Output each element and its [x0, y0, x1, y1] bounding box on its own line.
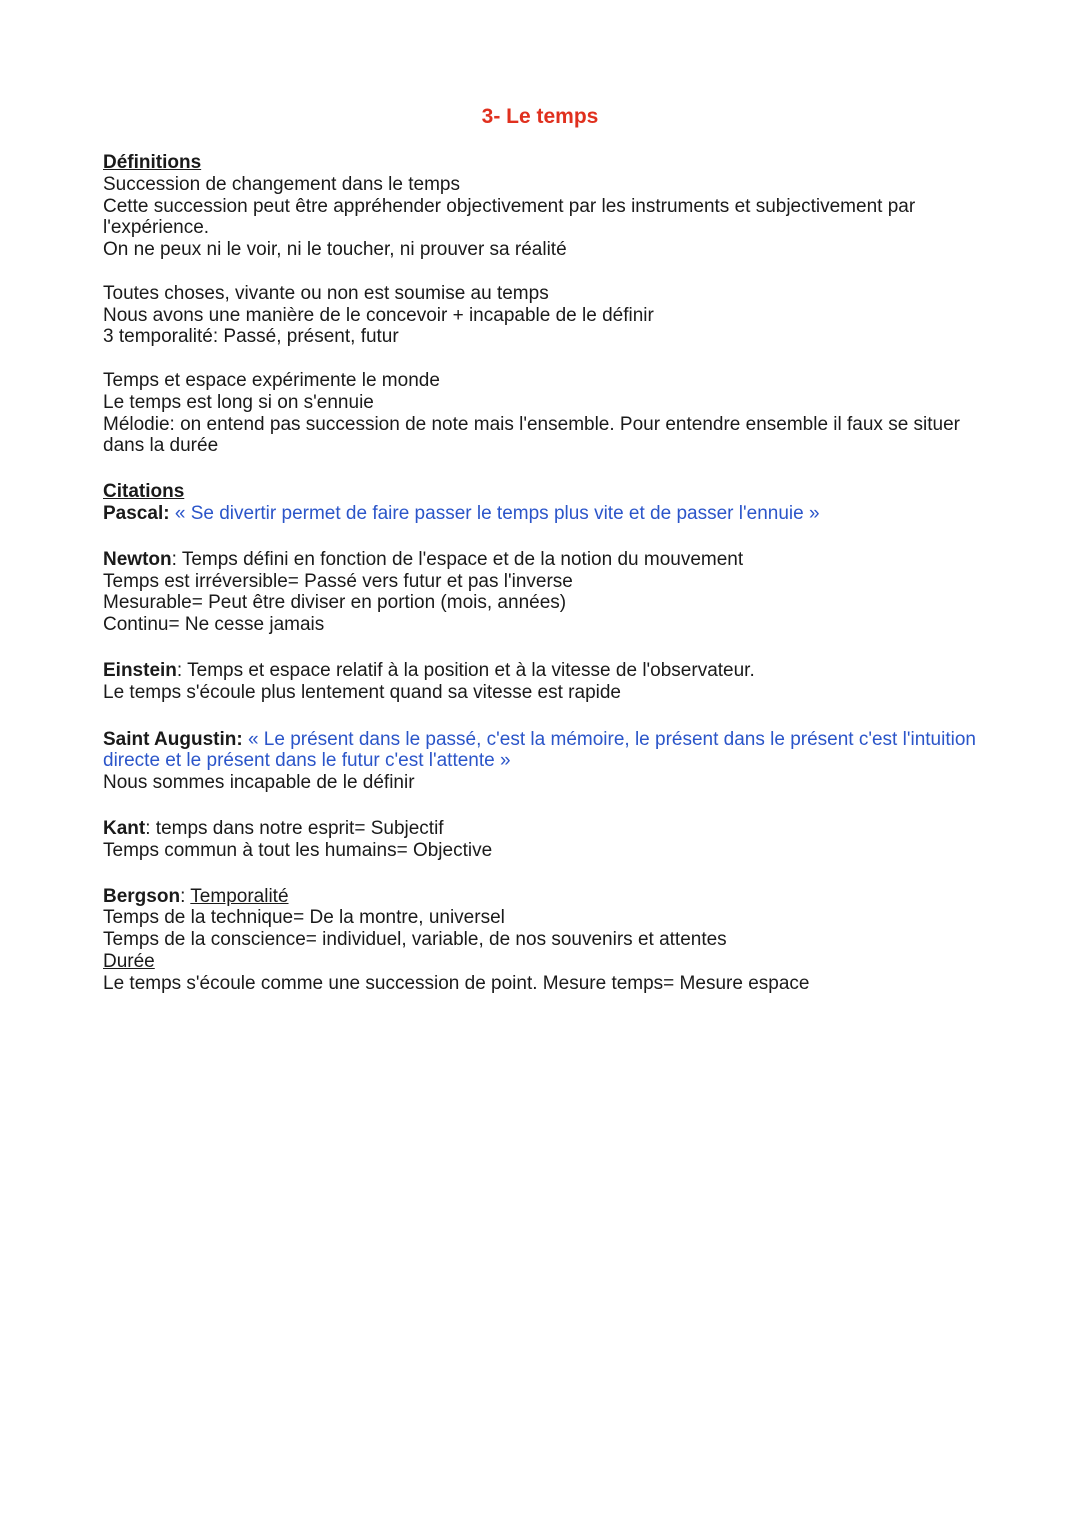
- bergson-subheading-temporalite: Temporalité: [190, 885, 289, 907]
- newton-line: [103, 549, 983, 571]
- augustin-line: [103, 729, 983, 773]
- author-name-bergson: Bergson: [103, 885, 181, 907]
- colon: :: [236, 728, 243, 750]
- definition-line: Succession de changement dans le temps: [103, 173, 460, 195]
- document-body: [103, 152, 983, 1016]
- page-title: 3- Le temps: [481, 105, 599, 128]
- definition-line: Nous avons une manière de le concevoir + incapable de le définir: [103, 304, 654, 326]
- definitions-heading: Définitions: [103, 152, 202, 173]
- definition-line: Toutes choses, vivante ou non est soumise au temps: [103, 282, 549, 304]
- bergson-line: Bergson: Temporalité: [103, 885, 289, 907]
- definition-line: 3 temporalité: Passé, présent, futur: [103, 326, 399, 348]
- bergson-detail-line: Temps de la conscience= individuel, variable, de nos souvenirs et attentes: [103, 929, 727, 951]
- definitions-section: [103, 152, 983, 261]
- augustin-citation: [103, 729, 983, 794]
- bergson-detail-line: Temps de la technique= De la montre, universel: [103, 907, 505, 929]
- definition-line: Mélodie: on entend pas succession de note mais l'ensemble. Pour entendre ensemble il faux se situer dans la durée: [103, 413, 961, 457]
- author-name-augustin: Saint Augustin: [103, 728, 237, 750]
- einstein-line: [103, 660, 983, 682]
- newton-detail-line: Mesurable= Peut être diviser en portion (mois, années): [103, 592, 567, 614]
- definition-line: On ne peux ni le voir, ni le toucher, ni prouver sa réalité: [103, 239, 567, 261]
- bergson-detail-line: Le temps s'écoule comme une succession de point. Mesure temps= Mesure espace: [103, 972, 810, 994]
- kant-detail-line: Temps commun à tout les humains= Objective: [103, 839, 493, 861]
- newton-detail-line: Temps est irréversible= Passé vers futur et pas l'inverse: [103, 570, 573, 592]
- citations-heading: Citations: [103, 481, 185, 503]
- kant-line: [103, 818, 983, 840]
- augustin-quote: « Le présent dans le passé, c'est la mémoire, le présent dans le présent c'est l'intuition directe et le présent dans le futur c'est l'attente »: [103, 728, 976, 772]
- author-name-kant: Kant: [103, 817, 146, 839]
- newton-text: : Temps défini en fonction de l'espace et de la notion du mouvement: [171, 548, 744, 570]
- citations-section: [103, 481, 983, 525]
- einstein-citation: [103, 660, 983, 704]
- kant-citation: [103, 818, 983, 862]
- bergson-subheading-duree: Durée: [103, 950, 155, 972]
- colon: :: [163, 502, 170, 524]
- author-name-pascal: Pascal: [103, 502, 164, 524]
- bergson-citation: [103, 886, 983, 995]
- definitions-paragraph-2: [103, 283, 983, 348]
- einstein-detail-line: Le temps s'écoule plus lentement quand sa vitesse est rapide: [103, 681, 621, 703]
- pascal-quote: « Se divertir permet de faire passer le temps plus vite et de passer l'ennuie »: [174, 502, 820, 524]
- augustin-detail-line: Nous sommes incapable de le définir: [103, 772, 415, 794]
- author-name-einstein: Einstein: [103, 659, 177, 681]
- bergson-duree-line: [103, 951, 983, 973]
- definitions-paragraph-3: [103, 370, 983, 457]
- definition-line: Le temps est long si on s'ennuie: [103, 391, 374, 413]
- author-name-newton: Newton: [103, 548, 172, 570]
- einstein-text: : Temps et espace relatif à la position et à la vitesse de l'observateur.: [176, 659, 755, 681]
- definition-line: Cette succession peut être appréhender objectivement par les instruments et subjectivement par l'expérience.: [103, 195, 916, 239]
- definition-line: Temps et espace expérimente le monde: [103, 369, 440, 391]
- kant-text: : temps dans notre esprit= Subjectif: [145, 817, 444, 839]
- pascal-citation: [103, 503, 983, 525]
- newton-citation: [103, 549, 983, 636]
- newton-detail-line: Continu= Ne cesse jamais: [103, 614, 325, 636]
